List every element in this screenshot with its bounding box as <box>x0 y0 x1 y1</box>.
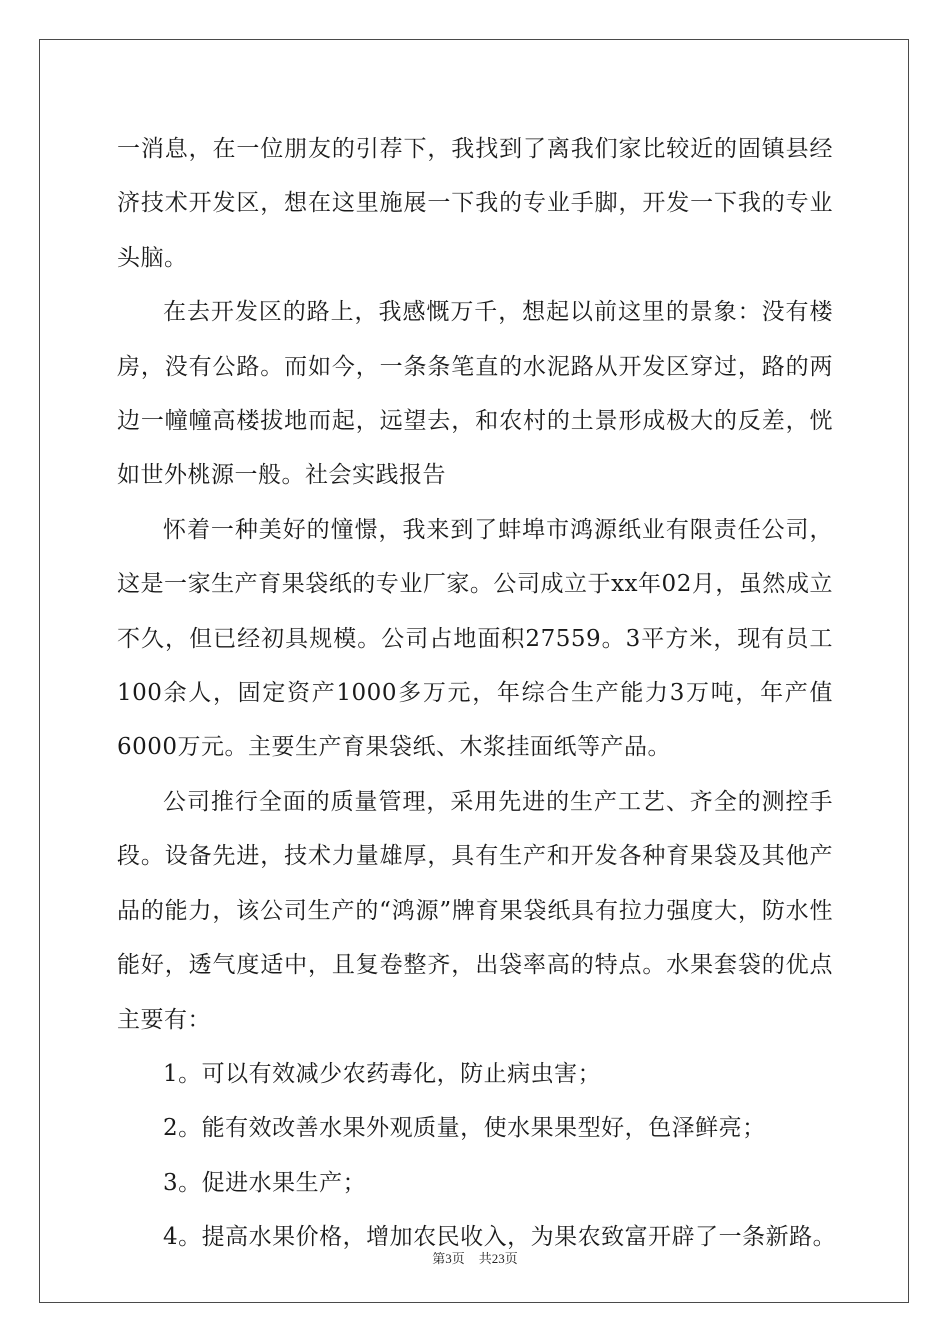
list-item-1: 1。可以有效减少农药毒化，防止病虫害； <box>163 1060 602 1087</box>
document-body <box>117 122 837 1265</box>
list-item-4: 4。提高水果价格，增加农民收入，为果农致富开辟了一条新路。 <box>163 1224 837 1251</box>
paragraph-3: 怀着一种美好的憧憬，我来到了蚌埠市鸿源纸业有限责任公司，这是一家生产育果袋纸的专业厂家。公司成立于xx年02月，虽然成立不久，但已经初具规模。公司占地面积27559。3平方米，现有员工100余人，固定资产1000多万元，年综合生产能力3万吨，年产值6000万元。主要生产育果袋纸、木浆挂面纸等产品。 <box>117 516 833 761</box>
paragraph-4: 公司推行全面的质量管理，采用先进的生产工艺、齐全的测控手段。设备先进，技术力量雄厚，具有生产和开发各种育果袋及其他产品的能力，该公司生产的“鸿源”牌育果袋纸具有拉力强度大，防水性能好，透气度适中，且复卷整齐，出袋率高的特点。水果套袋的优点主要有： <box>117 788 833 1033</box>
page-footer <box>0 1248 950 1267</box>
list-item-2: 2。能有效改善水果外观质量，使水果果型好，色泽鲜亮； <box>163 1115 766 1142</box>
page-total: 共23页 <box>478 1251 518 1266</box>
paragraph-2: 在去开发区的路上，我感慨万千，想起以前这里的景象：没有楼房，没有公路。而如今，一条条笔直的水泥路从开发区穿过，路的两边一幢幢高楼拔地而起，远望去，和农村的土景形成极大的反差，恍如世外桃源一般。社会实践报告 <box>117 299 833 489</box>
paragraph-1: 一消息，在一位朋友的引荐下，我找到了离我们家比较近的固镇县经济技术开发区，想在这里施展一下我的专业手脚，开发一下我的专业头脑。 <box>117 136 833 271</box>
list-item-3: 3。促进水果生产； <box>163 1169 367 1196</box>
page-number: 第3页 <box>432 1251 465 1266</box>
